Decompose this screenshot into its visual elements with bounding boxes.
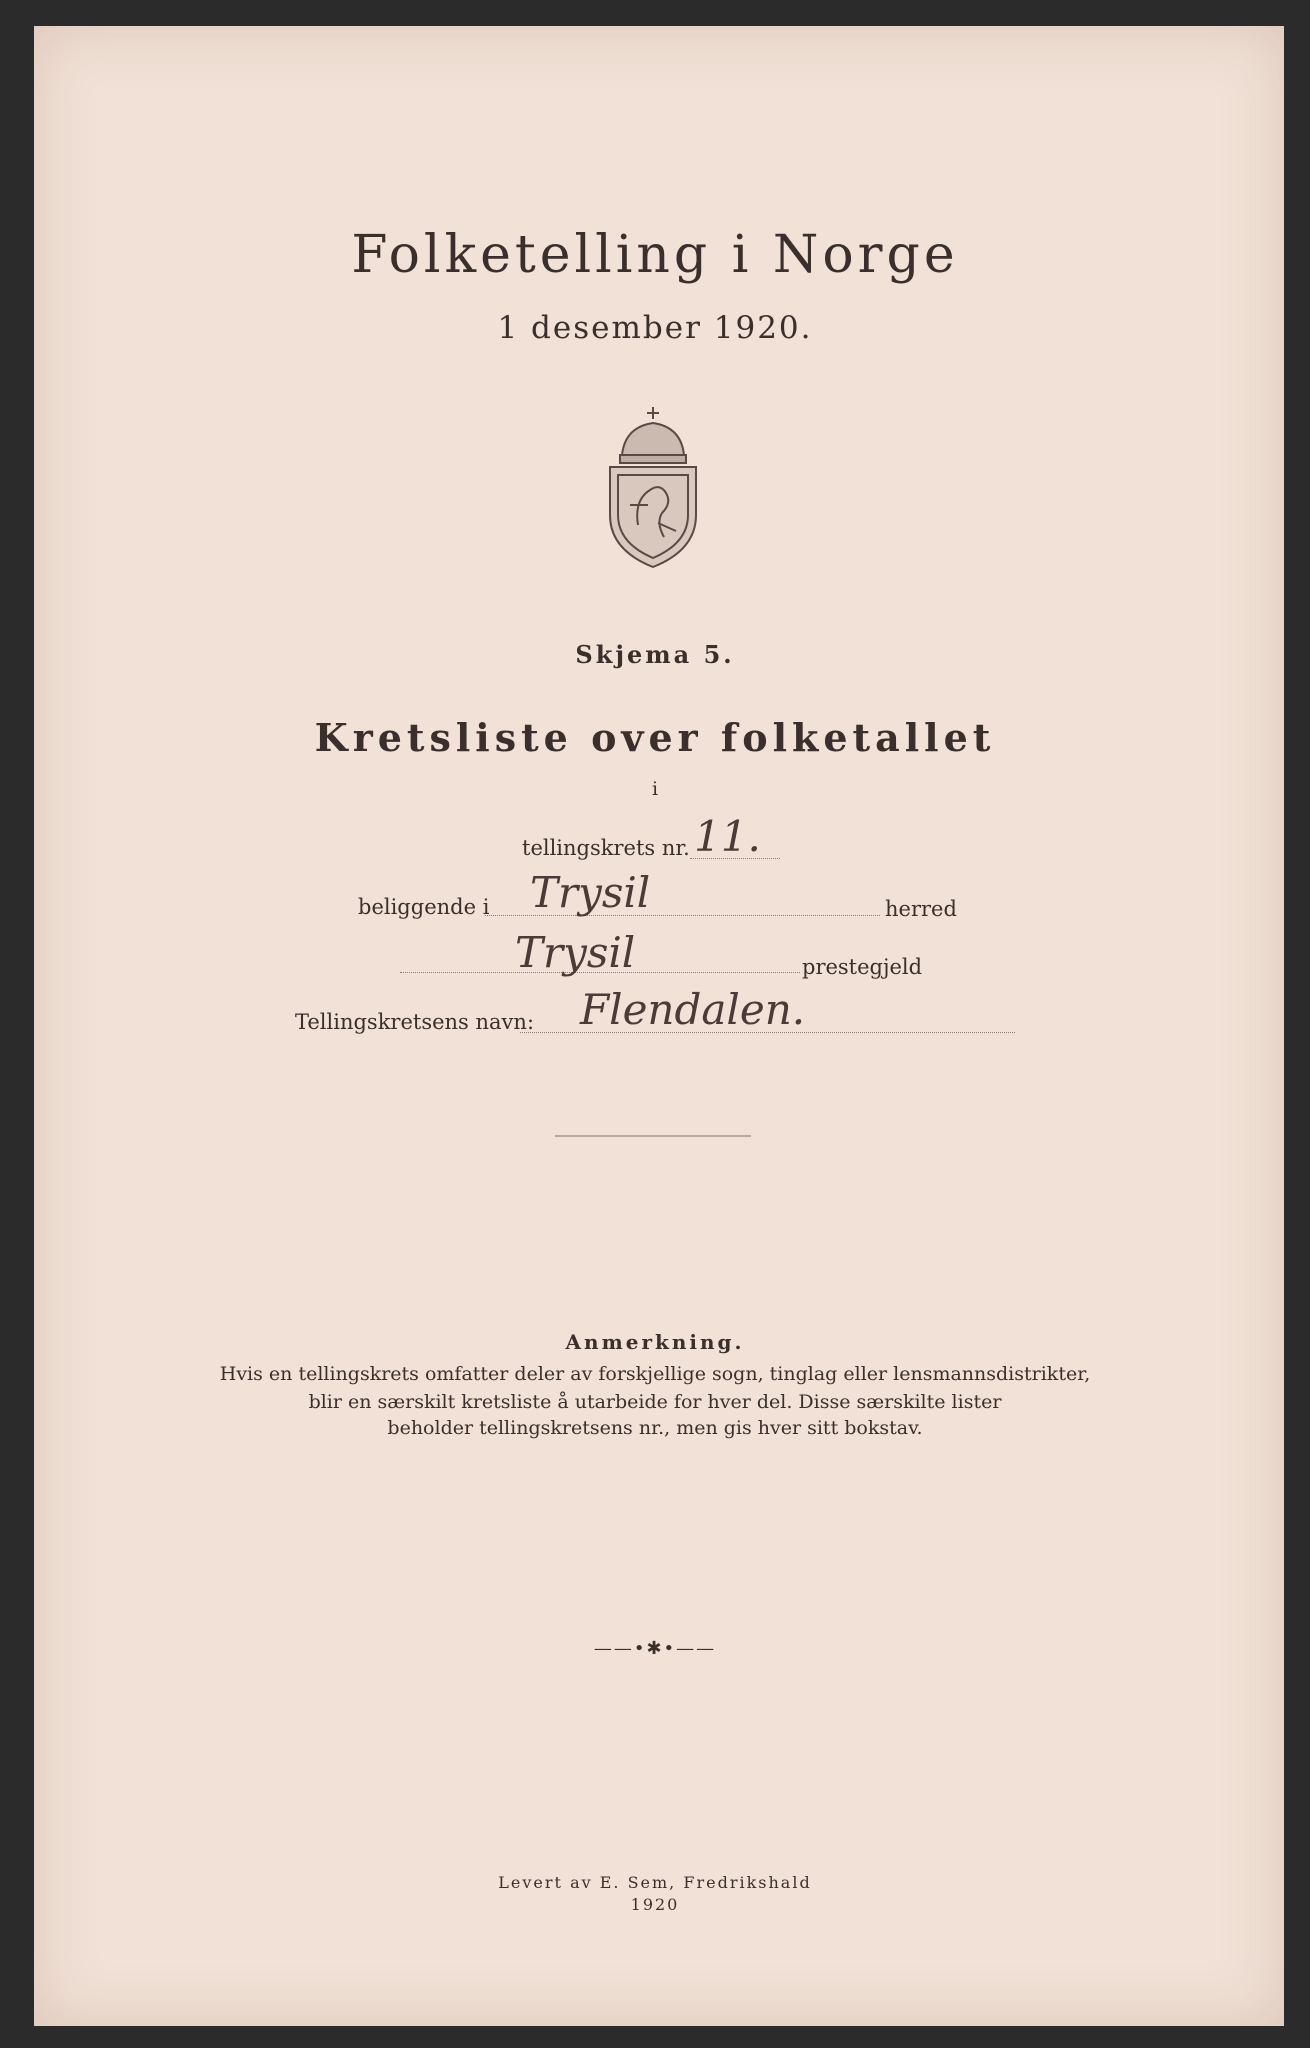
krets-name-value: Flendalen. — [580, 985, 806, 1034]
note-heading: Anmerkning. — [565, 1330, 745, 1354]
schema-number: Skjema 5. — [575, 640, 735, 669]
divider-rule — [555, 1135, 751, 1137]
herred-value: Trysil — [530, 868, 651, 917]
printer-credit: Levert av E. Sem, Fredrikshald — [498, 1873, 812, 1892]
document-date: 1 desember 1920. — [497, 310, 813, 346]
herred-label: herred — [885, 897, 957, 921]
printer-year: 1920 — [630, 1895, 680, 1914]
preposition-i: i — [651, 778, 659, 800]
note-line-2: blir en særskilt kretsliste å utarbeide for hver del. Disse særskilte lister — [308, 1391, 1002, 1413]
norwegian-coat-of-arms-icon — [600, 405, 706, 570]
krets-number-label: tellingskrets nr. — [522, 836, 690, 860]
note-line-1: Hvis en tellingskrets omfatter deler av forskjellige sogn, tinglag eller lensmannsdistrikter, — [219, 1363, 1091, 1385]
document-title: Folketelling i Norge — [351, 225, 959, 285]
prestegjeld-value: Trysil — [515, 928, 636, 977]
form-heading: Kretsliste over folketallet — [314, 715, 996, 760]
beliggende-label: beliggende i — [358, 895, 490, 919]
note-line-3: beholder tellingskretsens nr., men gis hver sitt bokstav. — [387, 1417, 923, 1439]
ornament-divider: ——•✱•—— — [593, 1638, 717, 1659]
krets-number-value: 11. — [694, 812, 761, 861]
krets-name-label: Tellingskretsens navn: — [295, 1010, 535, 1034]
prestegjeld-label: prestegjeld — [802, 955, 923, 979]
